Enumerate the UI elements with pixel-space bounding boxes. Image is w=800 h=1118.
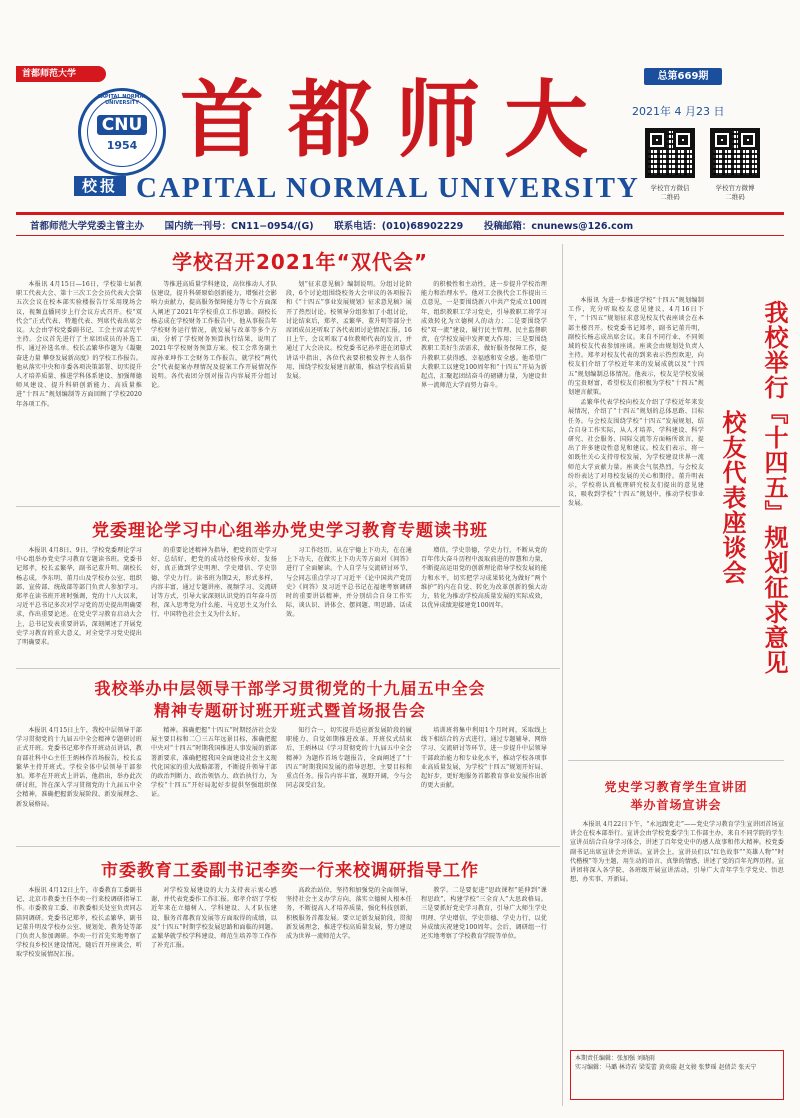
article-3-text-3: 知行合一，切实提升适应新发展阶段的履职能力、自觉如期推进改革。开班仪式结束后，王炳林以《学习贯彻党的十九届五中全会精神》为题作首场专题报告，全面阐述了“十四五”时期我国发展的指导思想、主要目标和重点任务。报告内容丰富，视野开阔，令与会同志深受启发。 [286,727,412,790]
phone-number: (010)68902229 [381,221,464,232]
sponsor: 首都师范大学党委主管主办 [30,221,145,232]
article-2-column-2 [151,546,277,658]
divider [568,760,784,761]
issue-date: 2021年 4 月23 日 [632,105,725,118]
article-1-column-3 [286,280,412,498]
article-3-column-1 [16,726,142,838]
wechat-qr-code [645,128,695,178]
masthead-red-rule-thin [16,235,784,236]
article-5-headline [712,300,790,720]
article-4-column-3 [286,886,412,1106]
email-label: 投稿邮箱： [483,221,532,232]
masthead-info-bar [30,218,790,232]
wechat-qr-label: 学校官方微信 二维码 [650,184,690,201]
article-1-column-2 [151,280,277,498]
masthead-english-title: CAPITAL NORMAL UNIVERSITY [136,172,640,204]
university-logo [78,88,166,176]
article-5-column [568,296,704,751]
weibo-qr-code [710,128,760,178]
article-4-text-2: 对学校发展建设的大力支持表示衷心感谢，并代表党委作工作汇报。郑孝介绍了学校近年来在立德树人、学科建设、人才队伍建设、服务首都教育发展等方面取得的成绩，以及“十四五”时期学校发展思路和面临的问题。孟繁华就学校学科建设、师范生培养等工作作了补充汇报。 [151,887,277,950]
article-4-text-4: 教学。二是要促进“思政课程”延伸到“课程思政”，构建学校“三全育人”大思政格局。三是要抓好党史学习教育，引导广大师生学史明理、学史增信、学史崇德、学史力行，以优异成绩庆祝建党100周年。会后，调研组一行还实地考察了学校教育学院等单位。 [421,887,547,941]
article-3-text-1: 本报讯 4月15日上午，我校中层领导干部学习贯彻党的十九届五中全会精神专题研讨班正式开班。党委书记郑孝作开班动员讲话，教育部社科中心主任王炳林作首场报告，校长孟繁华主持开班式。学校全体中层领导干部参加。郑孝在开班式上讲话，他指出，举办此次研讨班，旨在深入学习贯彻党的十九届五中全会精神，准确把握新发展阶段、新发展理念、新发展格局。 [16,727,142,808]
article-1-text-4: 的积极性和主动性，进一步提升学校治理能力和治理水平。他对工会换代会工作提出三点意见，一是要围绕新八中共产党成立100周年，组织教职工学习党史，引导教职工将学习成效转化为立德树人的动力；二是要围绕学校“双一流”建设，履行民主管理、民主监督职责，在学校发展中发挥更大作用；三是要围绕教职工美好生活需求，做好服务保障工作，提升教职工获得感、幸福感和安全感。他希望广大教职工以建党100周年和“十四五”开局为新起点，汇聚起团结奋斗的磅礴力量，为建设世界一流师范大学而努力奋斗。 [421,281,547,390]
article-5-headline-line-2: 校友代表座谈会 [718,410,746,585]
weibo-qr-label: 学校官方微博 二维码 [715,184,755,201]
logo-year: 1954 [106,139,138,152]
article-5-headline-line-1: 我校举行『十四五』规划征求意见 [760,300,788,675]
article-4-column-4 [421,886,547,1106]
email-address: cnunews@126.com [531,221,634,232]
article-4-column-1 [16,886,142,1106]
article-1-column-4 [421,280,547,498]
article-5-text-1: 本报讯 为进一步推进学校“十四五”规划编制工作，充分听取校友意见建议，4月16日下午，“十四五”规划征求意见校友代表座谈会在本部主楼召开。校党委书记郑孝，副书记董升明，副校长杨志成出席会议。来自不同行业、不同领域的校友代表参加座谈。座谈会由规划处负责人主持。郑孝对校友代表的到来表示热烈欢迎，向校友们介绍了学校近年来的发展成就以及“十四五”规划编制总体情况。他表示，校友是学校发展的宝贵财富，希望校友们积极为学校“十四五”规划建言献策。 [568,297,704,397]
article-3-column-2 [151,726,277,838]
article-2-column-1 [16,546,142,658]
article-3-headline-line-2: 精神专题研讨班开班式暨首场报告会 [153,701,426,720]
article-4-text-3: 高政治站位，坚持和加强党的全面领导，坚持社会主义办学方向，落实立德树人根本任务，不断提高人才培养质量，强化科技创新，积极服务首都发展。要立足新发展阶段，贯彻新发展理念，推进学校高质量发展，努力建设成为世界一流师范大学。 [286,887,412,941]
article-1-text-2: 等推进高质量学科建设，高位推动人才队伍建设，提升科研原始创新能力，增强社会影响力贡献力，提高服务保障能力等七个方面深入阐述了2021年学校重点工作思路。副校长杨志成在学校财务工作报告中，他从事报告年学校财务运行情况，就发展与改革等多个方面，分析了学校财务预算执行结果，说明了2021年学校财务预算方案。校工会常务副主席孙亚坤作工会财务工作报告，就学校“两代会”代表提案办理情况及提案工作开展情况作说明。各代表团分别对报告内容展开分组讨论。 [151,281,277,390]
article-2-text-3: 习工作经历，从在宁德上下功夫，在在通上下功夫，在做实上下功夫等方面对《问答》进行了全面解读。个人自学与交流研讨环节，与会同志重点学习了习近平《论中国共产党历史》《问答》及习近平总书记在福建考察调研时的重要讲话精神，并分别结合自身工作实际，谈认识、讲体会、摆问题、明思路、话成效。 [286,547,412,619]
article-3-column-4 [421,726,547,838]
article-3-headline-line-1: 我校举办中层领导干部学习贯彻党的十九届五中全会 [94,679,486,698]
masthead-title: 首都师大 [180,70,613,169]
article-2-headline: 党委理论学习中心组举办党史学习教育专题读书班 [92,521,488,541]
article-2-text-2: 的重要论述精神为指导，把党的历史学习好、总结好，把党的成功经验传承好、发扬好，真正做到学史明理、学史增信、学史崇德、学史力行。读书班为期2天，形式多样，内容丰富，通过专题讲座、视频学习、交流研讨等方式，引导大家深刻认识党的百年奋斗历程，深入思考党为什么能、马克思主义为什么行、中国特色社会主义为什么好。 [151,547,277,619]
article-5-text-2: 孟繁华代表学校向校友介绍了学校近年来发展情况，介绍了“十四五”规划的总体思路、目标任务。与会校友围绕学校“十四五”发展规划，结合自身工作实际，从人才培养、学科建设、科学研究、社会服务、国际交流等方面畅所欲言，提出了许多建设性意见和建议。校友们表示，将一如既往关心支持母校发展，为学校建设世界一流师范大学贡献力量。座谈会气氛热烈，与会校友纷纷表达了对母校发展的关心和期待。董升明表示，学校将认真梳理研究校友们提出的意见建议，吸收到学校“十四五”规划中，推动学校事业发展。 [568,399,704,508]
article-4-headline: 市委教育工委副书记李奕一行来校调研指导工作 [101,861,479,881]
section-badge: 校报 [74,176,126,196]
issue-badge: 总第669期 [644,68,722,85]
sidebar-divider [562,244,563,1106]
editor-credits: 本期责任编辑：张加强 刘晓雨 实习编辑：马璐 林诗若 梁雯蕾 黄奕璇 赵文骏 张梦瑶 赵倩芸 张天宁 [570,1050,784,1100]
divider [16,846,560,847]
article-3-text-2: 精神。准确把握“十四五”时期经济社会发展主要目标和二〇三五年远景目标，准确把握中央对“十四五”时期我国推进人事发展的新部署新要求，准确把握我国全面建设社会主义现代化国家的重大战略部署，不断提升领导干部的政治判断力、政治领悟力、政治执行力，为学校“十四五”开好局起好步提供坚强组织保证。 [151,727,277,799]
article-1-text-3: 划”征求意见稿》编制说明。分组讨论阶段，6个讨论组围绕校务大会审议的各项报告和《“十四五”事业发展规划》征求意见稿》展开了热烈讨论。校领导分组参加了小组讨论，讨论结束后，郑孝、孟繁华、董升明等部分主席团成员还听取了各代表团讨论情况汇报。16日上午，会议听取了4位教师代表的发言，并通过了大会决议。校党委书记孙孝进在闭幕式讲话中指出，各位代表要积极发挥主人翁作用，围绕学校发展建言献策，推动学校高质量发展。 [286,281,412,381]
cn-number: CN11−0954/(G) [231,221,314,232]
phone-label: 联系电话： [334,221,382,232]
logo-cnu: CNU [97,115,147,135]
university-tag: 首都师范大学 [16,66,106,82]
article-6-text-1: 本报讯 4月22日下午，“永远跟党走”——党史学习教育学生宣讲团首场宣讲会在校本部举行。宣讲会由学校党委学生工作部主办，来自不同学院的学生宣讲员结合自身学习体会，讲述了百年党史中的感人故事和伟大精神。校党委副书记出席宣讲会并讲话。宣讲会上，宣讲员们以“红色故事”“英雄人物”“时代楷模”等为主题，用生动的语言、真挚的情感，讲述了党的百年光辉历程。宣讲团将深入各学院、各班级开展宣讲活动，引导广大青年学生学党史、悟思想、办实事、开新局。 [570,821,784,884]
article-4-column-2 [151,886,277,1106]
divider [16,506,560,507]
article-6-column [570,820,784,1016]
article-3-column-3 [286,726,412,838]
article-2-column-3 [286,546,412,658]
article-1-headline: 学校召开2021年“双代会” [172,250,428,274]
article-6-headline-line-1: 党史学习教育学生宣讲团 [604,780,748,794]
article-1-text-1: 本报讯 4月15日—16日，学校第七届教职工代表大会、第十三次工会会员代表大会第五次会议在校本部实验楼报告厅采用现场会议，视频直播同步上行会议方式召开。校“双代会”正式代表、特邀代表、列席代表出席会议。大会由学校党委副书记、工会主席孟宪平主持。会议首先进行了主席团成员的补选工作，通过补选名单。校长孟繁华作题为《凝聚奋进力量 攀登发展新高度》的学校工作报告。他从落实中央和市委各项决策部署、切实提升人才培养质量、推进学科体系建设、加强师德师风建设、提升科研创新能力、高质量推进“十四五”规划编制等方面回顾了学校2020年各项工作。 [16,281,142,408]
divider [16,668,560,669]
article-1-column-1 [16,280,142,498]
cn-label: 国内统一刊号： [164,221,232,232]
article-6-headline-line-2: 举办首场宣讲会 [630,798,722,812]
article-2-text-4: 增信，学史崇德，学史力行，不断从党的百年伟大奋斗历程中汲取前进的智慧和力量，不断提高运用党的创新理论指导学校发展的能力和水平，切实把学习成果转化为做好“两个维护”的内在自觉、转化为改革创新的强大动力，转化为推动学校高质量发展的实际成效，以优异成绩迎接建党100周年。 [421,547,547,610]
logo-ring-text: CAPITAL NORMAL UNIVERSITY [97,94,147,106]
masthead-red-rule [16,212,784,215]
article-3-text-4: 培训班将集中利用1个月时间，采取线上线下相结合的方式进行，通过专题辅导、网络学习、交流研讨等环节，进一步提升中层领导干部政治能力和专业化水平，推动学校各项事业高质量发展，为学校“十四五”规划开好局、起好步，更好地服务首都教育事业发展作出新的更大贡献。 [421,727,547,790]
article-2-text-1: 本报讯 4月8日、9日，学校党委理论学习中心组举办党史学习教育专题读书班。党委书记郑孝，校长孟繁华，副书记董升明、副校长杨志成，李东明、董月山及学校办公室、组织部、宣传部、统战部等部门负责人参加学习。郑孝在读书班开班时强调，党的十八大以来，习近平总书记多次对学习党的历史提出明确要求，作出重要论述。在党史学习教育启动大会上，总书记发表重要讲话，深刻阐述了开展党史学习教育的重大意义，对全党学习党史提出了明确要求。 [16,547,142,647]
article-2-column-4 [421,546,547,658]
article-4-text-1: 本报讯 4月12日上午，市委教育工委副书记、北京市教委主任李奕一行来校调研指导工作。市委教育工委、市教委相关处室负责同志陪同调研。党委书记郑孝，校长孟繁华，副书记董升明及学校办公室、规划处、教务处等部门负责人参加调研。李奕一行首先实地考察了学校良乡校区建设情况，随后召开座谈会，听取学校发展情况汇报。 [16,887,142,959]
